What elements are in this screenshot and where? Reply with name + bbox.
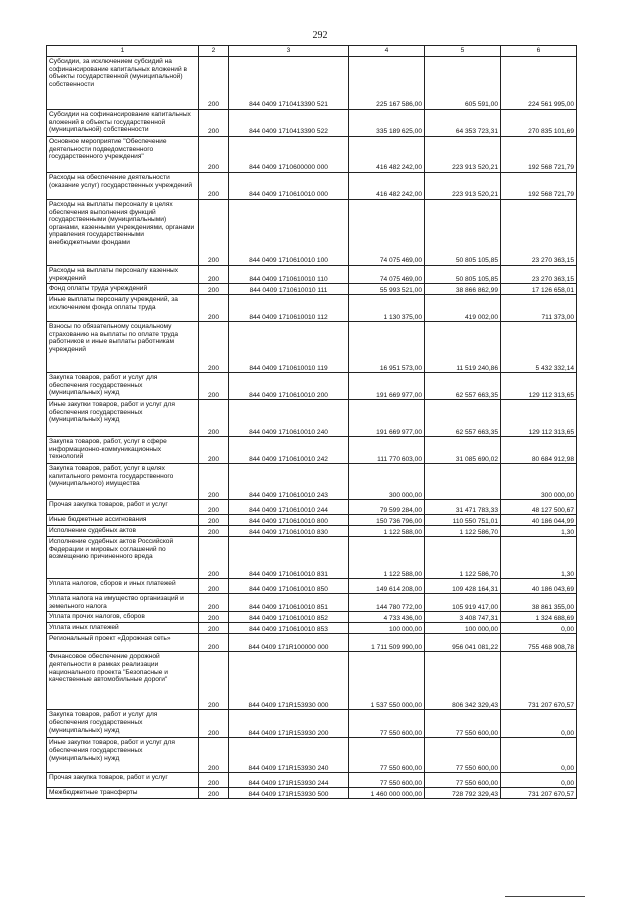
row-col2-cell: 200 [199, 57, 229, 110]
row-name-cell: Закупка товаров, работ и услуг для обеспечения государственных (муниципальных) нужд [47, 710, 199, 738]
row-name-cell: Субсидии на софинансирование капитальных вложений в объекты государственной (муниципальной) собственности [47, 110, 199, 137]
row-value6-cell: 23 270 363,15 [501, 266, 577, 284]
row-col2-cell: 200 [199, 710, 229, 738]
row-col2-cell: 200 [199, 200, 229, 266]
row-code-cell: 844 0409 171R153930 200 [229, 710, 349, 738]
row-value4-cell: 4 733 436,00 [349, 612, 425, 623]
row-col2-cell: 200 [199, 437, 229, 464]
row-col2-cell: 200 [199, 652, 229, 710]
row-value4-cell: 100 000,00 [349, 623, 425, 634]
row-value6-cell: 23 270 363,15 [501, 200, 577, 266]
row-name-cell: Иные бюджетные ассигнования [47, 515, 199, 526]
row-col2-cell: 200 [199, 515, 229, 526]
table-row [47, 266, 577, 284]
row-value5-cell: 806 342 329,43 [425, 652, 501, 710]
row-code-cell: 844 0409 171R153930 244 [229, 773, 349, 788]
row-code-cell: 844 0409 1710610010 243 [229, 464, 349, 500]
row-value5-cell: 223 913 520,21 [425, 137, 501, 173]
row-value6-cell: 300 000,00 [501, 464, 577, 500]
table-row [47, 526, 577, 537]
row-col2-cell: 200 [199, 266, 229, 284]
row-value4-cell: 74 075 469,00 [349, 200, 425, 266]
table-row [47, 710, 577, 738]
row-code-cell: 844 0409 171R153930 500 [229, 788, 349, 799]
row-value4-cell: 55 993 521,00 [349, 284, 425, 295]
row-col2-cell: 200 [199, 110, 229, 137]
row-value5-cell: 223 913 520,21 [425, 173, 501, 200]
row-value5-cell: 3 408 747,31 [425, 612, 501, 623]
row-value5-cell: 100 000,00 [425, 623, 501, 634]
row-code-cell: 844 0409 1710610010 244 [229, 500, 349, 515]
row-value5-cell: 109 428 164,31 [425, 579, 501, 594]
table-row [47, 110, 577, 137]
row-name-cell: Уплата прочих налогов, сборов [47, 612, 199, 623]
table-row [47, 284, 577, 295]
row-value5-cell: 50 805 105,85 [425, 200, 501, 266]
row-value4-cell: 111 770 603,00 [349, 437, 425, 464]
row-col2-cell: 200 [199, 322, 229, 373]
row-code-cell: 844 0409 1710413390 522 [229, 110, 349, 137]
row-value6-cell: 1,30 [501, 537, 577, 579]
row-value5-cell [425, 464, 501, 500]
row-value4-cell: 335 189 625,00 [349, 110, 425, 137]
row-value6-cell: 192 568 721,79 [501, 137, 577, 173]
row-name-cell: Взносы по обязательному социальному страхованию на выплаты по оплате труда работников и иные выплаты работникам учреждений [47, 322, 199, 373]
row-name-cell: Прочая закупка товаров, работ и услуг [47, 773, 199, 788]
row-value5-cell: 62 557 663,35 [425, 400, 501, 437]
row-code-cell: 844 0409 1710600000 000 [229, 137, 349, 173]
table-row [47, 634, 577, 652]
header-col-2: 2 [199, 46, 229, 57]
row-value6-cell: 5 432 332,14 [501, 322, 577, 373]
row-value4-cell: 1 122 588,00 [349, 526, 425, 537]
table-row [47, 322, 577, 373]
row-value6-cell: 1 324 688,69 [501, 612, 577, 623]
row-name-cell: Расходы на выплаты персоналу в целях обеспечения выполнения функций государственными (муниципальными) органами, казенными учреждениями, органами управления государственными внебюджетными фондами [47, 200, 199, 266]
row-value4-cell: 191 669 977,00 [349, 400, 425, 437]
row-col2-cell: 200 [199, 623, 229, 634]
table-row [47, 137, 577, 173]
row-value4-cell: 1 711 509 990,00 [349, 634, 425, 652]
row-col2-cell: 200 [199, 500, 229, 515]
row-value5-cell: 50 805 105,85 [425, 266, 501, 284]
row-value6-cell: 38 861 355,00 [501, 594, 577, 612]
row-name-cell: Уплата налога на имущество организаций и земельного налога [47, 594, 199, 612]
row-code-cell: 844 0409 1710610010 831 [229, 537, 349, 579]
row-value6-cell: 1,30 [501, 526, 577, 537]
row-col2-cell: 200 [199, 373, 229, 400]
row-col2-cell: 200 [199, 173, 229, 200]
row-code-cell: 844 0409 1710610010 242 [229, 437, 349, 464]
row-value6-cell: 192 568 721,79 [501, 173, 577, 200]
row-value6-cell: 40 186 043,69 [501, 579, 577, 594]
row-code-cell: 844 0409 1710610010 111 [229, 284, 349, 295]
row-name-cell: Уплата иных платежей [47, 623, 199, 634]
row-value5-cell: 38 866 862,99 [425, 284, 501, 295]
row-name-cell: Прочая закупка товаров, работ и услуг [47, 500, 199, 515]
row-value5-cell: 419 002,00 [425, 295, 501, 322]
table-row [47, 500, 577, 515]
row-code-cell: 844 0409 171R153930 000 [229, 652, 349, 710]
row-value4-cell: 1 460 000 000,00 [349, 788, 425, 799]
row-name-cell: Финансовое обеспечение дорожной деятельности в рамках реализации национального проекта "Безопасные и качественные автомобильные дороги" [47, 652, 199, 710]
row-value5-cell: 605 591,00 [425, 57, 501, 110]
row-name-cell: Расходы на обеспечение деятельности (оказание услуг) государственных учреждений [47, 173, 199, 200]
table-row [47, 537, 577, 579]
footer-rule [505, 896, 585, 897]
row-name-cell: Расходы на выплаты персоналу казенных учреждений [47, 266, 199, 284]
row-col2-cell: 200 [199, 788, 229, 799]
table-row [47, 788, 577, 799]
row-value5-cell: 11 519 240,86 [425, 322, 501, 373]
row-value4-cell: 77 550 600,00 [349, 710, 425, 738]
row-col2-cell: 200 [199, 400, 229, 437]
row-value6-cell: 755 468 908,78 [501, 634, 577, 652]
row-name-cell: Иные выплаты персоналу учреждений, за исключением фонда оплаты труда [47, 295, 199, 322]
row-value4-cell: 416 482 242,00 [349, 173, 425, 200]
row-code-cell: 844 0409 1710413390 521 [229, 57, 349, 110]
row-name-cell: Фонд оплаты труда учреждений [47, 284, 199, 295]
row-col2-cell: 200 [199, 526, 229, 537]
row-value5-cell: 64 353 723,31 [425, 110, 501, 137]
row-value6-cell: 0,00 [501, 710, 577, 738]
row-col2-cell: 200 [199, 137, 229, 173]
table-row [47, 579, 577, 594]
row-value4-cell: 16 951 573,00 [349, 322, 425, 373]
row-value5-cell: 77 550 600,00 [425, 773, 501, 788]
row-value6-cell: 17 126 658,01 [501, 284, 577, 295]
row-col2-cell: 200 [199, 738, 229, 773]
row-col2-cell: 200 [199, 537, 229, 579]
row-value5-cell: 105 919 417,00 [425, 594, 501, 612]
row-name-cell: Основное мероприятие "Обеспечение деятельности подведомственного государственного учреждения" [47, 137, 199, 173]
header-col-4: 4 [349, 46, 425, 57]
row-value4-cell: 79 599 284,00 [349, 500, 425, 515]
row-value6-cell: 0,00 [501, 773, 577, 788]
table-row [47, 400, 577, 437]
row-value5-cell: 77 550 600,00 [425, 738, 501, 773]
row-value6-cell: 129 112 313,65 [501, 400, 577, 437]
row-code-cell: 844 0409 1710610010 850 [229, 579, 349, 594]
row-value4-cell: 300 000,00 [349, 464, 425, 500]
row-value4-cell: 225 167 586,00 [349, 57, 425, 110]
row-value5-cell: 31 471 783,33 [425, 500, 501, 515]
row-code-cell: 844 0409 1710610010 200 [229, 373, 349, 400]
row-col2-cell: 200 [199, 594, 229, 612]
row-name-cell: Исполнение судебных актов Российской Федерации и мировых соглашений по возмещению причиненного вреда [47, 537, 199, 579]
table-row [47, 738, 577, 773]
page-number: 292 [312, 30, 328, 41]
row-value6-cell: 129 112 313,65 [501, 373, 577, 400]
table-row [47, 773, 577, 788]
row-col2-cell: 200 [199, 464, 229, 500]
table-row [47, 623, 577, 634]
row-value4-cell: 1 537 550 000,00 [349, 652, 425, 710]
row-name-cell: Закупка товаров, работ и услуг для обеспечения государственных (муниципальных) нужд [47, 373, 199, 400]
row-value4-cell: 1 130 375,00 [349, 295, 425, 322]
row-code-cell: 844 0409 1710610010 852 [229, 612, 349, 623]
row-code-cell: 844 0409 171R100000 000 [229, 634, 349, 652]
row-code-cell: 844 0409 1710610010 851 [229, 594, 349, 612]
row-col2-cell: 200 [199, 579, 229, 594]
row-name-cell: Закупка товаров, работ, услуг в сфере информационно-коммуникационных технологий [47, 437, 199, 464]
row-value6-cell: 0,00 [501, 738, 577, 773]
row-value4-cell: 74 075 469,00 [349, 266, 425, 284]
header-col-5: 5 [425, 46, 501, 57]
row-code-cell: 844 0409 1710610010 800 [229, 515, 349, 526]
table-row [47, 437, 577, 464]
row-code-cell: 844 0409 171R153930 240 [229, 738, 349, 773]
row-name-cell: Субсидии, за исключением субсидий на софинансирование капитальных вложений в объекты государственной (муниципальной) собственности [47, 57, 199, 110]
table-row [47, 594, 577, 612]
header-col-1: 1 [47, 46, 199, 57]
row-code-cell: 844 0409 1710610010 853 [229, 623, 349, 634]
row-value6-cell: 40 186 044,99 [501, 515, 577, 526]
row-name-cell: Исполнение судебных актов [47, 526, 199, 537]
row-col2-cell: 200 [199, 295, 229, 322]
row-value6-cell: 224 561 995,00 [501, 57, 577, 110]
row-value4-cell: 77 550 600,00 [349, 738, 425, 773]
header-col-6: 6 [501, 46, 577, 57]
row-value4-cell: 150 736 796,00 [349, 515, 425, 526]
row-code-cell: 844 0409 1710610010 100 [229, 200, 349, 266]
row-value5-cell: 956 041 081,22 [425, 634, 501, 652]
row-value6-cell: 711 373,00 [501, 295, 577, 322]
table-row [47, 612, 577, 623]
row-value5-cell: 110 550 751,01 [425, 515, 501, 526]
table-row [47, 57, 577, 110]
row-name-cell: Уплата налогов, сборов и иных платежей [47, 579, 199, 594]
row-value4-cell: 77 550 600,00 [349, 773, 425, 788]
row-value5-cell: 1 122 586,70 [425, 537, 501, 579]
row-value4-cell: 416 482 242,00 [349, 137, 425, 173]
row-value6-cell: 48 127 500,67 [501, 500, 577, 515]
table-row [47, 373, 577, 400]
row-value4-cell: 144 780 772,00 [349, 594, 425, 612]
row-code-cell: 844 0409 1710610010 000 [229, 173, 349, 200]
row-value5-cell: 728 792 329,43 [425, 788, 501, 799]
table-row [47, 464, 577, 500]
row-col2-cell: 200 [199, 634, 229, 652]
row-value5-cell: 62 557 663,35 [425, 373, 501, 400]
row-value4-cell: 1 122 588,00 [349, 537, 425, 579]
row-value4-cell: 191 669 977,00 [349, 373, 425, 400]
row-col2-cell: 200 [199, 612, 229, 623]
row-value5-cell: 1 122 586,70 [425, 526, 501, 537]
row-value6-cell: 731 207 670,57 [501, 652, 577, 710]
table-row [47, 652, 577, 710]
row-code-cell: 844 0409 1710610010 119 [229, 322, 349, 373]
row-name-cell: Межбюджетные трансферты [47, 788, 199, 799]
row-value6-cell: 0,00 [501, 623, 577, 634]
table-row [47, 200, 577, 266]
table-row [47, 173, 577, 200]
table-row [47, 295, 577, 322]
row-name-cell: Региональный проект «Дорожная сеть» [47, 634, 199, 652]
row-value5-cell: 77 550 600,00 [425, 710, 501, 738]
row-name-cell: Закупка товаров, работ, услуг в целях капитального ремонта государственного (муниципального) имущества [47, 464, 199, 500]
row-value4-cell: 149 614 208,00 [349, 579, 425, 594]
row-col2-cell: 200 [199, 284, 229, 295]
row-name-cell: Иные закупки товаров, работ и услуг для обеспечения государственных (муниципальных) нужд [47, 400, 199, 437]
header-col-3: 3 [229, 46, 349, 57]
header-row [47, 46, 577, 57]
row-value6-cell: 270 835 101,69 [501, 110, 577, 137]
row-value6-cell: 731 207 670,57 [501, 788, 577, 799]
row-code-cell: 844 0409 1710610010 110 [229, 266, 349, 284]
budget-table [46, 45, 577, 799]
row-value6-cell: 80 684 912,98 [501, 437, 577, 464]
row-code-cell: 844 0409 1710610010 830 [229, 526, 349, 537]
row-name-cell: Иные закупки товаров, работ и услуг для обеспечения государственных (муниципальных) нужд [47, 738, 199, 773]
row-col2-cell: 200 [199, 773, 229, 788]
row-value5-cell: 31 085 690,02 [425, 437, 501, 464]
row-code-cell: 844 0409 1710610010 112 [229, 295, 349, 322]
row-code-cell: 844 0409 1710610010 240 [229, 400, 349, 437]
table-row [47, 515, 577, 526]
